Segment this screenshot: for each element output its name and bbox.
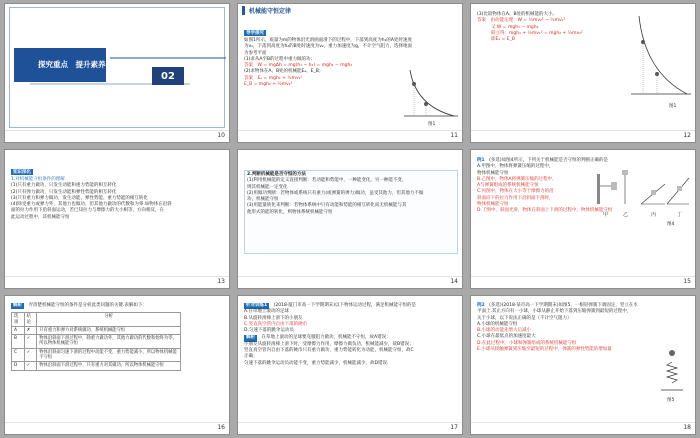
slide-footer [471,130,695,142]
option-a: A.甲图中，物体将弹簧压缩的过程中， [477,164,554,170]
page-number: 12 [683,132,691,139]
analysis-line: 正确； [244,354,258,360]
text-line: (2)只有弹力做功，只发生动能和弹性势能的相互转化 [11,189,117,195]
slide-18[interactable] [470,295,696,435]
figure-5 [659,348,685,398]
slide-footer [238,130,462,142]
answer-formula: 联立得：mgh₁ + ½mv₁² = mgh₂ + ½mv₂² [491,30,583,36]
content [244,19,412,88]
table-row [12,348,181,362]
slide-footer [471,422,695,434]
figure-caption: 图5 [667,398,675,403]
fig-label-yi: 乙 [623,212,629,218]
question-stem: 关于小球，以下说法正确的是（不计空气阻力） [477,315,572,321]
table-cell: ✓ [24,348,37,362]
content [477,158,612,215]
page-number: 14 [450,278,458,285]
figure-caption: 图1 [669,104,677,109]
question-stem: (多选)(2018·某市高一下学期期末)如图5，一根轻弹簧下端固定，竖立在水 [489,303,638,308]
text-line: (1)利用机械能的定义直接判断：若动能和势能中，一种能变化，另一种能不变， [247,178,407,184]
option-b-cont: A与弹簧组成的系统机械能守恒 [477,183,539,189]
table-cell: ✗ [24,326,37,334]
section-tag: 知识深化 [13,170,31,175]
text-line: 为v₁，下落到高度为h₂的B处时速度为v₂，重力加速度为g，不计空气阻力，选择地面 [244,44,413,50]
page-number: 16 [217,424,225,431]
header-title: 机械能守恒定律 [249,8,292,15]
table-row [12,335,181,349]
table-cell: A [12,326,25,334]
table-head-cell: 结论 [24,313,37,327]
option-d: D.在此过程中，小球和弹簧组成的系统机械能守恒 [477,340,577,346]
option-d: D.匀速下落的跳伞运动员 [244,328,294,334]
answer-label: 答案 [244,63,253,69]
slide-15[interactable] [470,149,696,289]
option-b: B.从旋转滑梯上滑下的小朋友 [244,315,303,321]
option-a: A.在草地上滚动的足球 [244,309,289,315]
figure-4 [595,164,691,222]
page-number: 15 [683,278,691,285]
fig-label-jia: 甲 [603,212,609,218]
content [247,172,423,216]
slide-10[interactable] [4,3,230,143]
answer-label: 答案 [244,75,253,81]
slide-14[interactable] [237,149,463,289]
table-cell: 物体沿斜面下滑过程中，只有重力对其做功，所以物体机械能守恒 [37,362,181,370]
text-line: (2)用做功判断：若物体或系统只有重力(或弹簧的弹力)做功，虽受其他力，但其他力不做 [247,190,424,196]
table-cell: ✓ [24,335,37,349]
option-b: B.小球的动能先增大后减小 [477,328,532,334]
text-line: (4)除受重力或弹力外，其他力也做功，但其他力做功的代数和为零.如物体在沿斜 [11,202,172,208]
option-c: C.竖直真空管内自由下落的硬币 [244,321,308,327]
question-stem: (2018·厦门市高一下学期期末)以下物体运动过程，满足机械能守恒的是 [273,303,417,308]
section-banner [14,48,106,82]
question-label: 例2 [477,303,485,308]
slide-12[interactable] [470,3,696,143]
table-row [12,326,181,334]
section-tag: 解析 [13,303,22,308]
option-a-cont: 物体机械能守恒 [477,170,509,176]
option-c-cont: 斜面向下的拉力作用下沿斜面下滑时， [477,195,554,201]
answer-formula: 即Eₐ = E_B [491,37,515,43]
question-stem: 平面上.其正方向有一小球，小球从静止开始下落到压缩弹簧到最短的过程中， [477,309,632,315]
option-c: C.小球在最低点的加速度最大 [477,334,536,340]
content [477,12,583,43]
slide-11[interactable] [237,3,463,143]
option-c-cont: 物体机械能守恒 [477,202,509,208]
banner-text: 探究重点 提升素养 [38,60,106,69]
section-number: 02 [152,67,184,85]
text-line: (3)用能量转化来判断：若物体系统中只有动能和势能的相互转化而无机械能与其 [247,203,407,209]
answer-formula: 又 W = mgh₁ − mgh₂ [491,24,539,30]
text-line: (1)只有重力做功，只发生动能和重力势能的相互转化 [11,183,117,189]
section-tag: 导学探究 [246,31,264,36]
slide-17[interactable] [237,295,463,435]
table-row [12,362,181,370]
table-head-cell: 分析 [37,313,181,327]
header-bar [242,6,245,15]
slide-footer [471,276,695,288]
fig-label-ding: 丁 [677,212,683,218]
table-cell: C [12,348,25,362]
table-cell: ✓ [24,362,37,370]
text-line: 功，机械能守恒 [247,197,279,203]
subheading: 2.判断机械能是否守恒的方法 [247,172,306,177]
section-tag: 针对训练1 [246,303,268,308]
option-b: B.乙图中，物体A将弹簧压缩的过程中， [477,176,557,182]
slide-13[interactable] [4,149,230,289]
text-line: (2)求物体在A、B处的机械能Eₐ、E_B； [244,69,324,75]
curve-figure [631,12,691,102]
content [244,303,416,367]
page-number: 10 [217,132,225,139]
table-header-row [12,313,181,327]
text-line: (3)只有重力和弹力做功，发生动能、弹性势能、重力势能的相互转化 [11,195,148,201]
option-c: C.丙图中，物体在大小等于摩擦力的沿 [477,189,554,195]
question-stem: (多选)如图4所示，下列关于机械能是否守恒的判断正确的是 [489,158,609,163]
table-cell: D [12,362,25,370]
slide-footer [5,276,229,288]
page-number: 18 [683,424,691,431]
slide-footer [238,422,462,434]
text-line: 他形式的能的转化，则物体系统机械能守恒 [247,209,333,215]
option-e: E.小球从接触弹簧到压缩至最短的过程中，弹簧的弹性势能的增加量 [477,347,612,353]
table-cell: 物体沿斜面下滑过程中，除重力做功外，其他力做功的代数和始终为零，所以物体机械能守恒 [37,335,181,349]
table-cell: 只有重力和弹力对系统做功，系统机械能守恒 [37,326,181,334]
analysis-label: 解析 [246,335,255,341]
question-label: 例1 [477,158,485,163]
answer-formula: 由动能定理：W = ½mv₂² − ½mv₁² [490,18,566,24]
analysis-line: 竖直真空管内自由下落的硬币只有重力做功，重力势能转化为动能，机械能守恒，故C [244,348,414,354]
page-number: 13 [217,278,225,285]
text-line: 为参考平面 [244,50,267,56]
page-number: 11 [450,132,458,139]
figure-caption: 图1 [428,122,436,127]
text-line: (3)比较物体在A、B处的机械能的大小。 [477,12,558,17]
analysis-table [11,312,181,370]
table-cell: 物体沿斜面匀速下滑的过程中动能不变，重力势能减小，所以物体机械能不守恒 [37,348,181,362]
slide-grid [4,3,696,435]
text-line: (1)求从A至B的过程中重力做的功； [244,56,316,62]
table-cell: B [12,335,25,349]
subheading: 1.对机械能守恒条件的理解 [11,177,65,182]
analysis-line: 在草地上滚动的足球要克服阻力做功，机械能不守恒，故A错误； [261,335,391,341]
slide-footer [5,130,229,142]
answer-label: 答案 [477,18,486,24]
answer-formula: E_B = mgh₂ + ½mv₂² [244,82,293,88]
option-a: A.小球的机械能守恒 [477,321,518,327]
text-line: 如图1所示，质量为m的物体沿光滑曲面滑下的过程中，下落到高度为h₁的A处时速度 [244,38,412,43]
slide-footer [5,422,229,434]
text-line: 则其机械能一定变化 [247,184,288,190]
content [11,303,181,371]
curve-figure [404,66,458,122]
slide-footer [238,276,462,288]
slide-header [238,4,462,17]
text-line: 面的拉力作用下沿斜面运动，若已知拉力与摩擦力的大小相等，方向相反，在 [11,208,164,214]
text-line: 此运动过程中，其机械能守恒 [11,214,70,220]
content [477,303,638,353]
page-number: 17 [450,424,458,431]
analysis-line: 小朋友从旋转滑梯上滑下时，受摩擦力作用，摩擦力做负功，机械能减少，故B错误； [244,341,414,347]
fig-label-bing: 丙 [651,212,657,218]
answer-formula: W = mgΔh = mg(h₁ − h₂) = mgh₁ − mgh₂ [257,63,353,69]
slide-16[interactable] [4,295,230,435]
answer-formula: Eₐ = mgh₁ + ½mv₁² [257,75,303,81]
option-d: D.丁图中，斜面光滑，物体在斜面上下滑的过程中，物体机械能守恒 [477,208,613,214]
table-head-cell: 选项 [12,313,25,327]
figure-caption: 图4 [667,222,675,227]
analysis-line: 匀速下落的跳伞运动员动能不变，重力势能减少，机械能减少，故D错误. [244,360,389,366]
content [11,158,172,221]
intro-text: 弄清楚机械能守恒的条件是分析此类问题的关键.表解如下： [28,303,147,308]
